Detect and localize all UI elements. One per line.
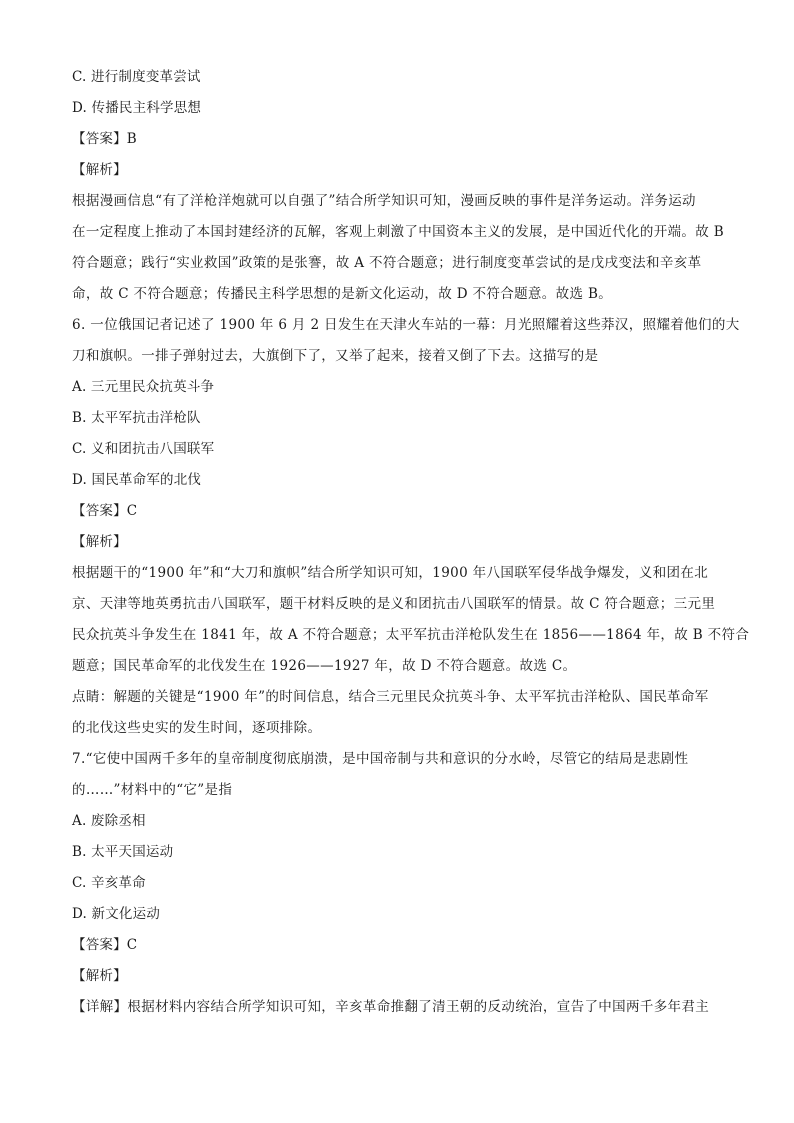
q5-analysis-line: 根据漫画信息“有了洋枪洋炮就可以自强了”结合所学知识可知，漫画反映的事件是洋务运动。洋务运动 — [72, 193, 696, 209]
q6-option-b: B. 太平军抗击洋枪队 — [72, 410, 201, 426]
q6-option-d: D. 国民革命军的北伐 — [72, 472, 202, 488]
document-page — [72, 62, 750, 1023]
q6-tip-line: 点睛：解题的关键是“1900 年”的时间信息，结合三元里民众抗英斗争、太平军抗击洋枪队、国民革命军 — [72, 689, 709, 705]
q5-option-d: D. 传播民主科学思想 — [72, 100, 202, 116]
q6-stem — [72, 310, 740, 372]
question-6 — [72, 310, 750, 744]
q6-stem-line: 刀和旗帜。一排子弹射过去，大旗倒下了，又举了起来，接着又倒了下去。这描写的是 — [72, 348, 599, 364]
q6-analysis-line: 民众抗英斗争发生在 1841 年，故 A 不符合题意；太平军抗击洋枪队发生在 1856——1864 年，故 B 不符合 — [72, 627, 750, 643]
q6-analysis-line: 根据题干的“1900 年”和“大刀和旗帜”结合所学知识可知，1900 年八国联军侵华战争爆发，义和团在北 — [72, 565, 709, 581]
question-5-tail — [72, 62, 725, 310]
q6-answer: 【答案】C — [72, 503, 138, 519]
q7-detail-line: 【详解】根据材料内容结合所学知识可知，辛亥革命推翻了清王朝的反动统治，宣告了中国两千多年君主 — [72, 999, 710, 1015]
q6-analysis-line: 题意；国民革命军的北伐发生在 1926——1927 年，故 D 不符合题意。故选 C。 — [72, 658, 577, 674]
q5-analysis-line: 符合题意；践行“实业救国”政策的是张謇，故 A 不符合题意；进行制度变革尝试的是戊戌变法和辛亥革 — [72, 255, 702, 271]
q6-option-c: C. 义和团抗击八国联军 — [72, 441, 215, 457]
q5-analysis-label: 【解析】 — [72, 162, 127, 178]
q7-detail — [72, 992, 722, 1023]
q5-option-c: C. 进行制度变革尝试 — [72, 69, 201, 85]
q6-stem-line: 6. 一位俄国记者记述了 1900 年 6 月 2 日发生在天津火车站的一幕：月光照耀着这些莽汉，照耀着他们的大 — [72, 317, 740, 333]
q5-analysis-line: 在一定程度上推动了本国封建经济的瓦解，客观上刺激了中国资本主义的发展，是中国近代化的开端。故 B — [72, 224, 725, 240]
q6-analysis-label: 【解析】 — [72, 534, 127, 550]
q6-analysis-line: 京、天津等地英勇抗击八国联军，题干材料反映的是义和团抗击八国联军的情景。故 C 符合题意；三元里 — [72, 596, 716, 612]
q7-stem-line: 7.“它使中国两千多年的皇帝制度彻底崩溃，是中国帝制与共和意识的分水岭，尽管它的结局是悲剧性 — [72, 751, 689, 767]
question-7 — [72, 744, 722, 1023]
q7-analysis-label: 【解析】 — [72, 968, 127, 984]
q6-tip-line: 的北伐这些史实的发生时间，逐项排除。 — [72, 720, 322, 736]
q7-stem-line: 的……”材料中的“它”是指 — [72, 782, 233, 798]
q7-answer: 【答案】C — [72, 937, 138, 953]
q7-option-d: D. 新文化运动 — [72, 906, 161, 922]
q7-option-a: A. 废除丞相 — [72, 813, 146, 829]
q5-analysis-line: 命，故 C 不符合题意；传播民主科学思想的是新文化运动，故 D 不符合题意。故选 B。 — [72, 286, 613, 302]
q7-option-b: B. 太平天国运动 — [72, 844, 174, 860]
q5-analysis-text — [72, 186, 725, 310]
q6-analysis-text — [72, 558, 750, 682]
q7-stem — [72, 744, 722, 806]
q7-option-c: C. 辛亥革命 — [72, 875, 146, 891]
q6-tip — [72, 682, 722, 744]
q5-answer: 【答案】B — [72, 131, 137, 147]
q6-option-a: A. 三元里民众抗英斗争 — [72, 379, 215, 395]
